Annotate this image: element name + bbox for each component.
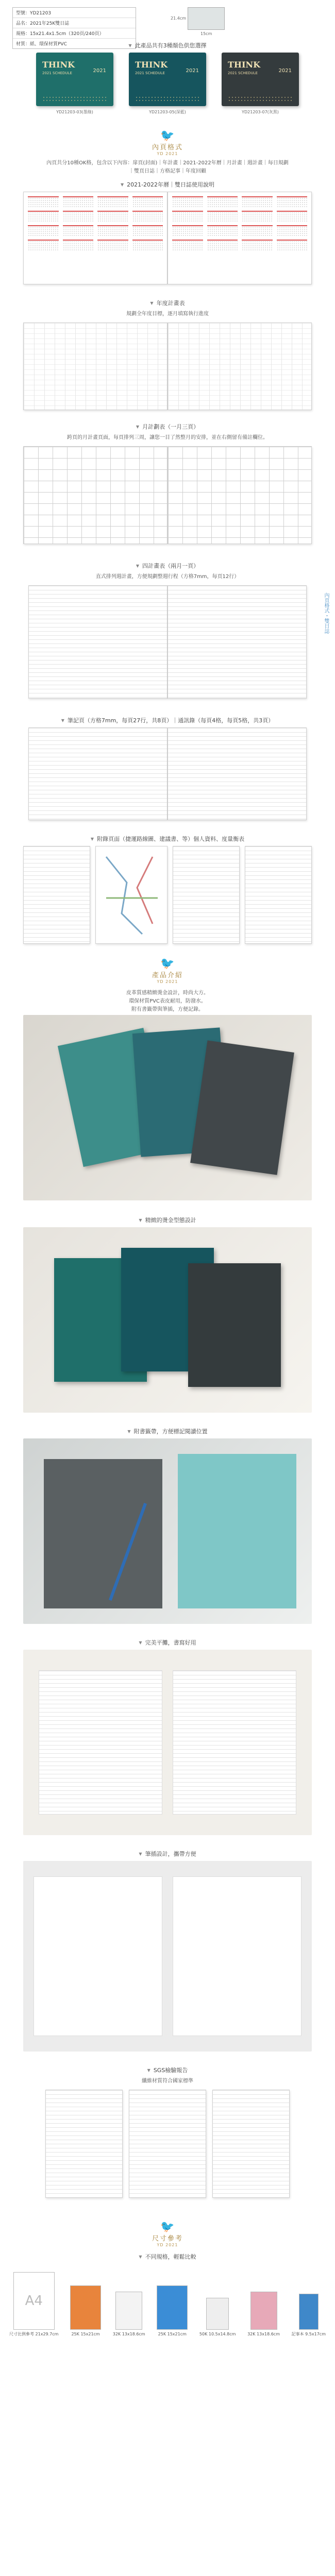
photo-section-1	[0, 1015, 335, 1211]
weekly-section	[0, 556, 335, 711]
bonus-section	[0, 829, 335, 953]
dim-height: 21.4cm	[171, 16, 187, 21]
bird-icon: 🐦	[160, 957, 175, 970]
product-photo	[23, 1227, 312, 1413]
spec-row: 材質：紙、環保材質PVC	[16, 42, 67, 47]
intro-point: 皮革質感精緻燙金設計，時尚大方。	[126, 990, 209, 996]
size-item: 50K 10.5x14.8cm	[199, 2298, 236, 2337]
product-intro-header	[0, 953, 335, 1015]
bonus-page	[23, 846, 90, 944]
cover-label: YD21203-05(深藍)	[149, 110, 186, 114]
annual-sub: 規劃全年度目標，逐月填寫執行進度	[126, 311, 209, 317]
product-photo	[23, 1015, 312, 1200]
bird-icon: 🐦	[160, 129, 175, 142]
photo-section-4	[0, 1633, 335, 1844]
grid-notes-section	[0, 711, 335, 829]
size-item: 25K 15x21cm	[70, 2285, 101, 2337]
product-photo	[23, 1650, 312, 1835]
size-header	[0, 2215, 335, 2272]
monthly-caption: ▼ 月計劃表（一月三頁）	[136, 423, 199, 430]
size-item: A4 尺寸比例參考 21x29.7cm	[9, 2272, 58, 2337]
cover-image: THINK 2021 SCHEDULE 2021	[129, 53, 206, 106]
size-item: 32K 13x18.6cm	[247, 2292, 280, 2337]
calendar-section	[0, 175, 335, 294]
metro-map-page	[95, 846, 167, 944]
monthly-text: 跨頁的月計畫頁面，每頁排列三周，讓您一目了然整月的安排，並在右側留有備註欄位。	[67, 435, 268, 440]
colors-caption: ▼ 此產品共有3種顏色供您選擇	[128, 42, 207, 49]
photo-section-5	[0, 1844, 335, 2061]
monthly-page-left	[23, 446, 167, 544]
cover-label: YD21203-07(灰黑)	[242, 110, 279, 114]
grid-caption: ▼ 筆記頁（方格7mm，每頁27行，共8頁）｜通訊錄（每頁4格，每頁5格，共3頁）	[61, 717, 274, 724]
sgs-caption: ▼ SGS檢驗報告	[147, 2067, 188, 2074]
annual-section	[0, 294, 335, 417]
intro-text: 內頁共分10種OK格，包含以下內容：扉頁(封面)｜年計畫｜2021-2022年曆｜月計畫｜週計畫｜每日規劃｜雙頁日誌｜方格記事｜年度回顧	[46, 160, 289, 174]
cover-image: THINK 2021 SCHEDULE 2021	[36, 53, 113, 106]
bonus-caption: ▼ 附錄頁面（捷運路線圖、建議書、等）個人資料、度量衡表	[90, 836, 245, 842]
photo-caption: ▼ 精緻的燙金型態設計	[139, 1217, 196, 1224]
intro-point: 環保材質PVC表皮耐用，防潑水。	[129, 998, 206, 1004]
spec-row: 型號：YD21203	[13, 8, 136, 18]
size-caption: ▼ 不同規格，輕鬆比較	[139, 2253, 196, 2260]
bird-icon: 🐦	[160, 2221, 175, 2233]
spec-row: 品名：2021年25K雙日誌	[13, 18, 136, 28]
photo-caption: ▼ 完美平攤，書寫好用	[139, 1639, 196, 1646]
bonus-page	[245, 846, 312, 944]
sizes-section	[0, 2272, 335, 2370]
product-photo	[23, 1861, 312, 2052]
brand-logo: 🐦 內頁格式 YD 2021	[144, 130, 191, 156]
cover-image: THINK 2021 SCHEDULE 2021	[222, 53, 299, 106]
calendar-caption: ▼ 2021-2022年曆｜雙日誌使用說明	[120, 181, 215, 188]
photo-section-3	[0, 1422, 335, 1633]
monthly-page-right	[167, 446, 312, 544]
intro-point: 附有書籤帶與筆插，方便記錄。	[131, 1007, 204, 1012]
weekly-text: 直式排列週計畫，方便規劃整週行程（方格7mm，每頁12行）	[95, 574, 240, 580]
grid-page-right	[167, 727, 307, 820]
spec-row: 規格：15x21.4x1.5cm（320頁/240頁）	[13, 28, 136, 39]
side-note: 內頁格式・雙日誌	[323, 592, 329, 634]
cover-option[interactable]	[222, 53, 299, 115]
cover-option[interactable]	[129, 53, 206, 115]
annual-caption: ▼ 年度計畫表	[150, 300, 185, 307]
grid-page-left	[28, 727, 167, 820]
colors-section	[0, 36, 335, 126]
photo-caption: ▼ 附書籤帶，方便標記閱讀位置	[127, 1428, 208, 1435]
annual-page-left	[23, 323, 167, 410]
size-item: 記事本 9.5x17cm	[292, 2294, 326, 2337]
sgs-report	[129, 2090, 206, 2198]
dim-width: 15cm	[200, 31, 212, 36]
sgs-section	[0, 2061, 335, 2215]
photo-section-2	[0, 1211, 335, 1422]
sgs-sub: 纖維材質符合國家標準	[142, 2078, 193, 2084]
inner-format-header	[0, 126, 335, 175]
sgs-report	[45, 2090, 123, 2198]
book-dimension-diagram	[171, 7, 225, 36]
calendar-page-right	[167, 192, 312, 284]
cover-label: YD21203-03(墨綠)	[56, 110, 93, 114]
sgs-report	[212, 2090, 290, 2198]
brand-logo-3: 🐦 尺寸參考 YD 2021	[144, 2222, 191, 2247]
weekly-page-left	[28, 585, 167, 699]
weekly-page-right	[167, 585, 307, 699]
photo-caption: ▼ 筆插設計，攜帶方便	[139, 1851, 196, 1857]
brand-logo-2: 🐦 產品介紹 YD 2021	[144, 958, 191, 984]
monthly-section	[0, 417, 335, 556]
size-item: 32K 13x18.6cm	[113, 2292, 145, 2337]
cover-option[interactable]	[36, 53, 113, 115]
bonus-page	[173, 846, 240, 944]
annual-page-right	[167, 323, 312, 410]
calendar-page-left	[23, 192, 167, 284]
size-item: 25K 15x21cm	[157, 2285, 188, 2337]
product-photo	[23, 1438, 312, 1624]
weekly-caption: ▼ 四計畫表（兩月一頁）	[136, 563, 199, 569]
